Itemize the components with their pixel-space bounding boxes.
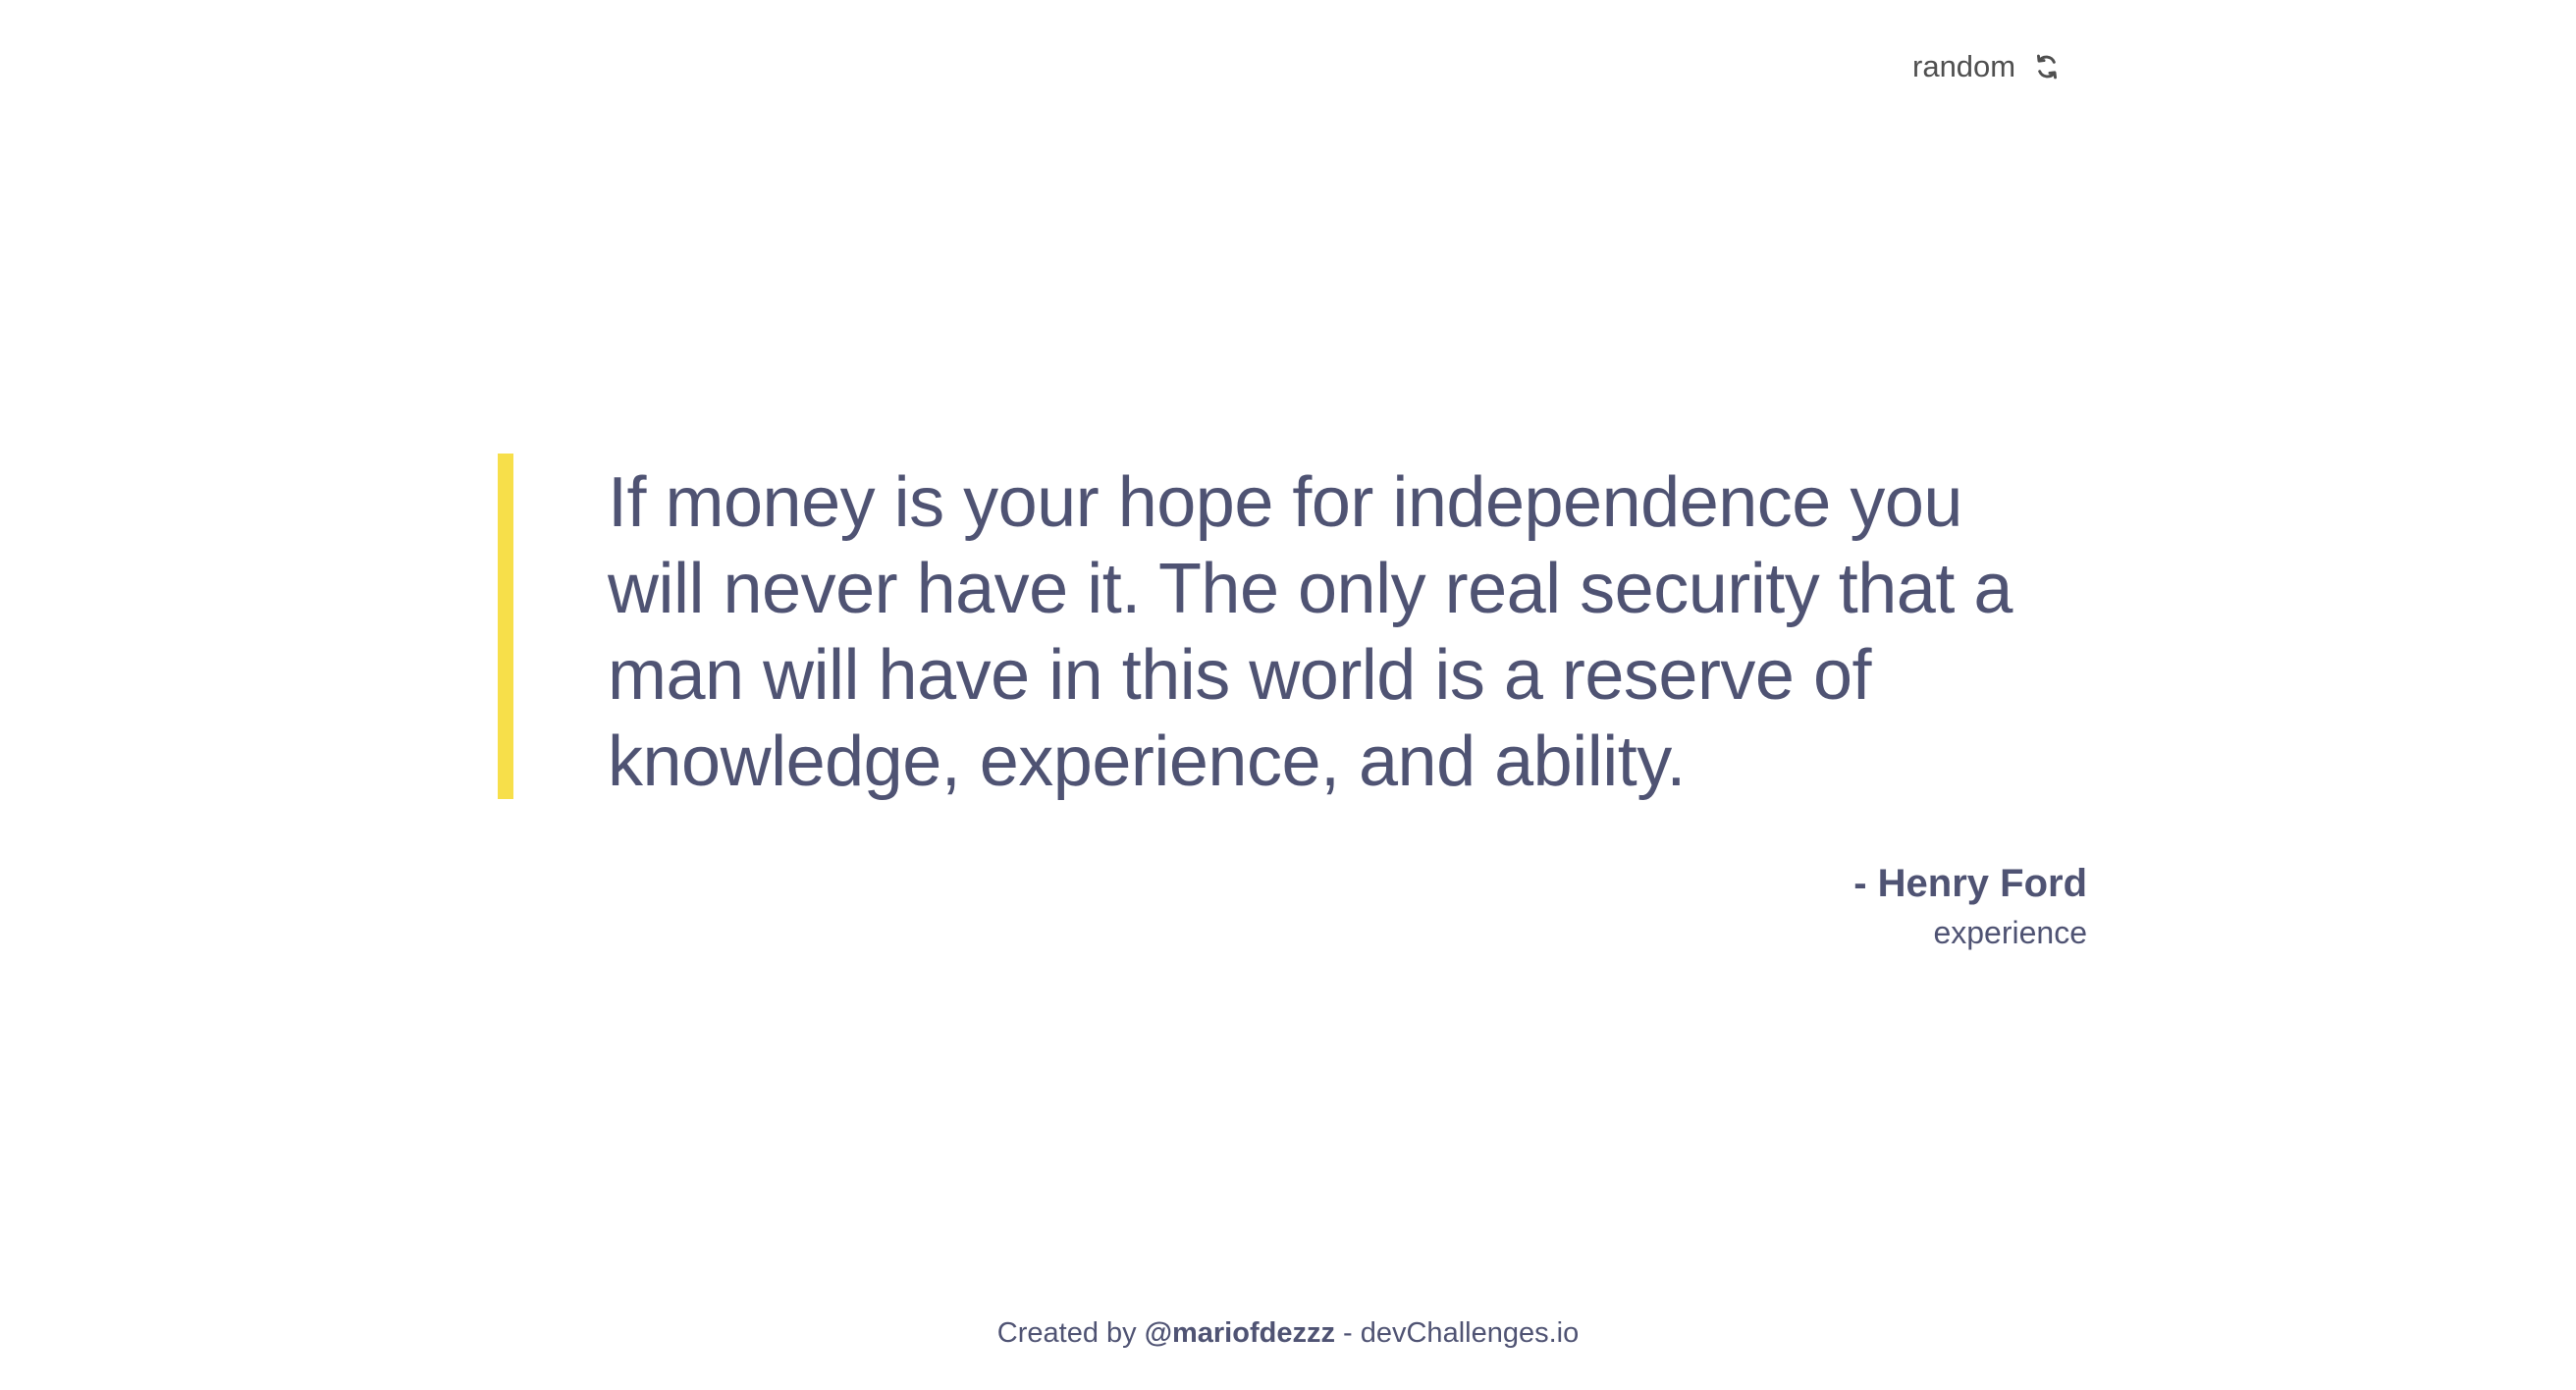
devchallenges-link[interactable]: devChallenges.io <box>1360 1317 1580 1349</box>
author-handle-link[interactable]: @mariofdezzz <box>1144 1317 1335 1349</box>
random-label: random <box>1912 49 2016 83</box>
footer <box>0 1317 2576 1350</box>
quote-accent-bar <box>498 454 513 799</box>
author-name: - Henry Ford <box>1853 862 2087 905</box>
quote-genre: experience <box>1933 915 2087 950</box>
random-button[interactable] <box>1903 43 2072 90</box>
footer-separator: - <box>1334 1317 1361 1349</box>
author-block[interactable] <box>1853 856 2087 954</box>
refresh-icon <box>2031 51 2063 82</box>
quote-block <box>498 454 2068 799</box>
quote-text: If money is your hope for independence you will never have it. The only real security that a man will have in this world is a reserve of knowledge, experience, and ability. <box>608 463 2012 801</box>
footer-prefix: Created by <box>996 1317 1145 1349</box>
